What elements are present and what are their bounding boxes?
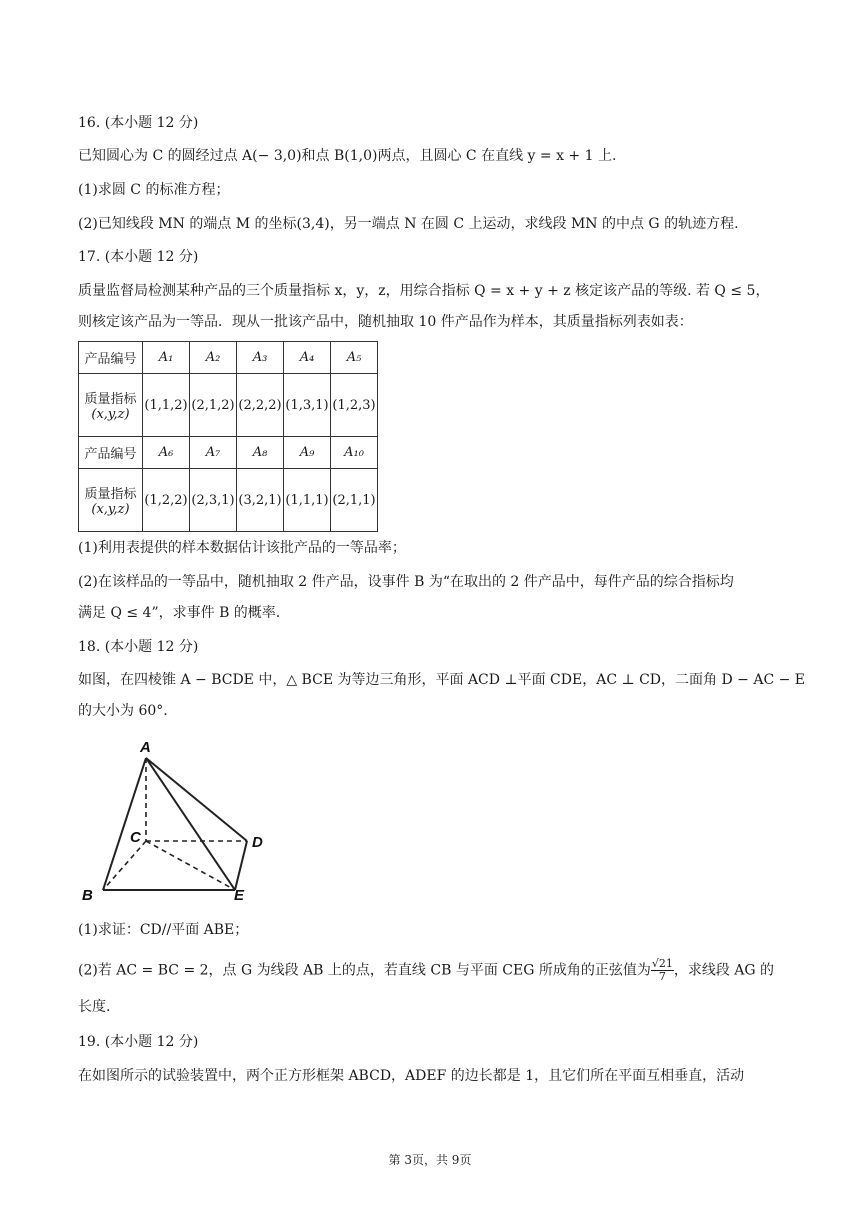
product-id-cell: A₁ xyxy=(143,342,190,374)
q18-part2-line1 xyxy=(78,958,782,983)
quality-value-cell: (1,1,2) xyxy=(143,374,190,437)
product-id-cell: A₉ xyxy=(284,437,331,469)
quality-value-cell: (1,2,3) xyxy=(331,374,378,437)
quality-value-cell: (1,2,2) xyxy=(143,469,190,532)
edge-cb-hidden xyxy=(103,841,146,890)
vertex-label-e: E xyxy=(234,887,245,904)
q19-stem-line1: 在如图所示的试验装置中，两个正方形框架 ABCD，ADEF 的边长都是 1，且它们所在平面互相垂直，活动 xyxy=(78,1068,745,1084)
q18-part2-text-before: (2)若 AC = BC = 2，点 G 为线段 AB 上的点，若直线 CB 与平面 CEG 所成角的正弦值为 xyxy=(78,962,651,979)
product-id-cell: A₄ xyxy=(284,342,331,374)
q17-stem-line1: 质量监督局检测某种产品的三个质量指标 x，y，z，用综合指标 Q = x + y + z 核定该产品的等级. 若 Q ≤ 5， xyxy=(78,283,770,299)
q18-stem-line2: 的大小为 60°. xyxy=(78,703,168,719)
q17-stem-line2: 则核定该产品为一等品．现从一批该产品中，随机抽取 10 件产品作为样本，其质量指标列表如表： xyxy=(78,314,693,330)
table-row xyxy=(79,437,378,469)
quality-value-cell: (1,1,1) xyxy=(284,469,331,532)
quality-value-cell: (2,3,1) xyxy=(190,469,237,532)
vertex-label-b: B xyxy=(82,887,93,904)
q19-header: 19. (本小题 12 分) xyxy=(78,1034,199,1050)
product-id-cell: A₃ xyxy=(237,342,284,374)
product-id-cell: A₅ xyxy=(331,342,378,374)
q18-part2-text-after: ，求线段 AG 的 xyxy=(673,962,775,979)
quality-index-table xyxy=(78,341,378,532)
edge-ab xyxy=(103,758,146,890)
table-row xyxy=(79,342,378,374)
quality-value-cell: (2,1,2) xyxy=(190,374,237,437)
edge-ad xyxy=(146,758,247,841)
vertex-label-d: D xyxy=(252,834,263,851)
q16-stem: 已知圆心为 C 的圆经过点 A(− 3,0)和点 B(1,0)两点，且圆心 C 在直线 y = x + 1 上. xyxy=(78,148,617,164)
q16-header: 16. (本小题 12 分) xyxy=(78,115,199,131)
row-label-quality-text: 质量指标 xyxy=(84,487,137,502)
fraction-numerator: √21 xyxy=(651,957,673,970)
quality-value-cell: (3,2,1) xyxy=(237,469,284,532)
q18-stem-line1: 如图，在四棱锥 A − BCDE 中，△ BCE 为等边三角形，平面 ACD ⊥平面 CDE，AC ⊥ CD，二面角 D − AC − E xyxy=(78,672,806,688)
edge-ae xyxy=(146,758,235,890)
q17-part2-line1: (2)在该样品的一等品中，随机抽取 2 件产品，设事件 B 为“在取出的 2 件产品中，每件产品的综合指标均 xyxy=(78,574,734,590)
product-id-cell: A₇ xyxy=(190,437,237,469)
row-label-quality-text: 质量指标 xyxy=(84,392,137,407)
row-label-quality-index xyxy=(79,374,143,437)
quality-value-cell: (1,3,1) xyxy=(284,374,331,437)
row-label-quality-vars: (x,y,z) xyxy=(91,502,130,517)
q18-header: 18. (本小题 12 分) xyxy=(78,639,199,655)
product-id-cell: A₆ xyxy=(143,437,190,469)
row-label-quality-index xyxy=(79,469,143,532)
product-id-cell: A₈ xyxy=(237,437,284,469)
edge-ed xyxy=(235,841,247,890)
quality-value-cell: (2,2,2) xyxy=(237,374,284,437)
q17-part2-line2: 满足 Q ≤ 4”，求事件 B 的概率. xyxy=(78,605,281,621)
table-row xyxy=(79,374,378,437)
pyramid-figure xyxy=(78,732,278,904)
vertex-label-a: A xyxy=(140,739,151,756)
q17-header: 17. (本小题 12 分) xyxy=(78,249,199,265)
q17-part1: (1)利用表提供的样本数据估计该批产品的一等品率； xyxy=(78,540,406,556)
row-label-quality-vars: (x,y,z) xyxy=(91,407,130,422)
product-id-cell: A₁₀ xyxy=(331,437,378,469)
row-label-product-id: 产品编号 xyxy=(79,342,143,374)
q18-part1: (1)求证：CD//平面 ABE； xyxy=(78,922,249,938)
sqrt21-over-7-fraction xyxy=(651,958,674,983)
q16-part2: (2)已知线段 MN 的端点 M 的坐标(3,4)，另一端点 N 在圆 C 上运动，求线段 MN 的中点 G 的轨迹方程. xyxy=(78,216,739,232)
table-row xyxy=(79,469,378,532)
product-id-cell: A₂ xyxy=(190,342,237,374)
vertex-label-c: C xyxy=(130,829,141,846)
page-footer: 第 3页，共 9页 xyxy=(388,1153,472,1167)
row-label-product-id: 产品编号 xyxy=(79,437,143,469)
q18-part2-line2: 长度. xyxy=(78,999,111,1015)
edge-ce-hidden xyxy=(146,841,235,890)
quality-value-cell: (2,1,1) xyxy=(331,469,378,532)
q16-part1: (1)求圆 C 的标准方程； xyxy=(78,182,230,198)
fraction-denominator: 7 xyxy=(658,970,666,983)
